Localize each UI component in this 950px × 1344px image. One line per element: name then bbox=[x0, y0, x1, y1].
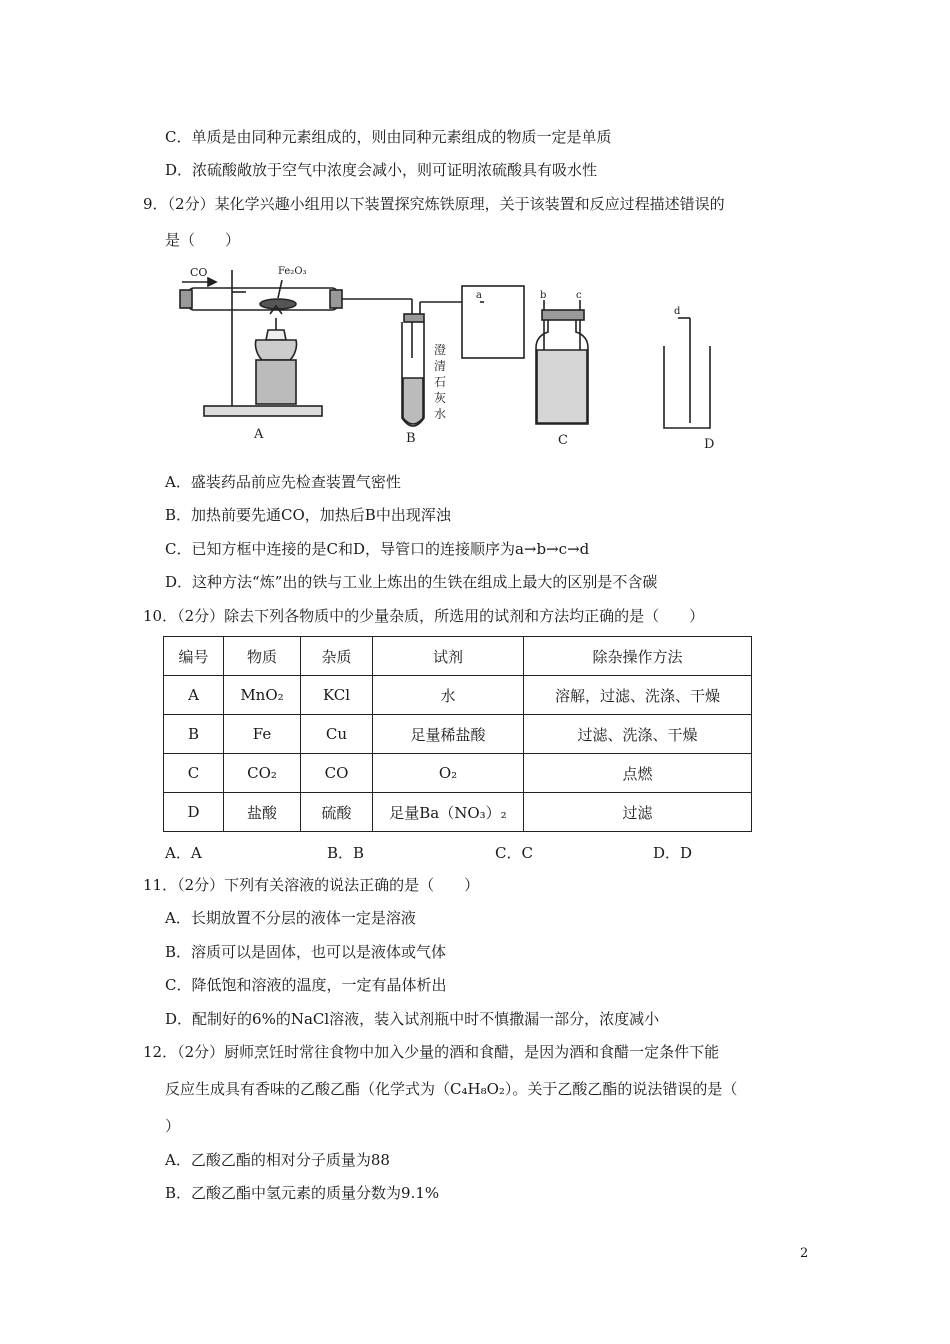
svg-text:清: 清 bbox=[434, 359, 447, 373]
table-cell: 过滤 bbox=[524, 793, 752, 832]
impurity-table bbox=[163, 636, 752, 832]
q10-answer-a: A．A bbox=[165, 844, 202, 862]
q11-option-d: D．配制好的6%的NaCl溶液，装入试剂瓶中时不慎撒漏一部分，浓度减小 bbox=[165, 1010, 660, 1028]
q8-option-c: C．单质是由同种元素组成的，则由同种元素组成的物质一定是单质 bbox=[165, 128, 612, 146]
label-d: d bbox=[674, 306, 681, 317]
label-apparatus-b: B bbox=[406, 431, 416, 446]
table-header-row bbox=[164, 637, 752, 676]
svg-text:澄: 澄 bbox=[434, 343, 447, 357]
label-c: c bbox=[576, 290, 582, 301]
table-cell: A bbox=[164, 676, 224, 715]
table-cell: 水 bbox=[373, 676, 524, 715]
q9-option-b: B．加热前要先通CO，加热后B中出现浑浊 bbox=[165, 506, 451, 524]
q11-option-b: B．溶质可以是固体，也可以是液体或气体 bbox=[165, 943, 447, 961]
q9-stem-cont: 是（ ） bbox=[165, 231, 241, 249]
q10-answer-b: B．B bbox=[327, 844, 365, 862]
table-cell: Cu bbox=[301, 715, 373, 754]
table-cell: Fe bbox=[224, 715, 301, 754]
table-cell: CO bbox=[301, 754, 373, 793]
apparatus-figure bbox=[170, 258, 730, 458]
q11-stem: 11．（2分）下列有关溶液的说法正确的是（ ） bbox=[143, 876, 480, 894]
label-b: b bbox=[540, 290, 547, 301]
q9-option-a: A．盛装药品前应先检查装置气密性 bbox=[165, 473, 401, 491]
table-cell: 过滤、洗涤、干燥 bbox=[524, 715, 752, 754]
q9-option-d: D．这种方法“炼”出的铁与工业上炼出的生铁在组成上最大的区别是不含碳 bbox=[165, 573, 658, 591]
page-number: 2 bbox=[800, 1246, 809, 1261]
label-apparatus-d: D bbox=[704, 437, 715, 452]
table-cell: KCl bbox=[301, 676, 373, 715]
table-cell: 足量Ba（NO₃）₂ bbox=[373, 793, 524, 832]
q12-option-b: B．乙酸乙酯中氢元素的质量分数为9.1% bbox=[165, 1184, 440, 1202]
table-cell: 点燃 bbox=[524, 754, 752, 793]
label-co: CO bbox=[190, 266, 208, 279]
q12-stem-cont: 反应生成具有香味的乙酸乙酯（化学式为（C₄H₈O₂）。关于乙酸乙酯的说法错误的是（ bbox=[165, 1080, 738, 1098]
q8-option-d: D．浓硫酸敞放于空气中浓度会减小，则可证明浓硫酸具有吸水性 bbox=[165, 161, 598, 179]
table-cell: D bbox=[164, 793, 224, 832]
label-apparatus-c: C bbox=[558, 433, 568, 448]
q11-option-c: C．降低饱和溶液的温度，一定有晶体析出 bbox=[165, 976, 447, 994]
table-header: 物质 bbox=[224, 637, 301, 676]
table-header: 杂质 bbox=[301, 637, 373, 676]
q9-stem: 9．（2分）某化学兴趣小组用以下装置探究炼铁原理，关于该装置和反应过程描述错误的 bbox=[143, 195, 725, 213]
svg-text:水: 水 bbox=[434, 407, 447, 421]
table-header: 除杂操作方法 bbox=[524, 637, 752, 676]
table-header: 编号 bbox=[164, 637, 224, 676]
table-cell: 足量稀盐酸 bbox=[373, 715, 524, 754]
label-limewater bbox=[434, 343, 446, 421]
q12-stem: 12．（2分）厨师烹饪时常往食物中加入少量的酒和食醋，是因为酒和食醋一定条件下能 bbox=[143, 1043, 720, 1061]
q12-stem-close: ） bbox=[165, 1117, 181, 1135]
q9-option-c: C．已知方框中连接的是C和D，导管口的连接顺序为a→b→c→d bbox=[165, 540, 590, 558]
table-cell: 硫酸 bbox=[301, 793, 373, 832]
table-cell: CO₂ bbox=[224, 754, 301, 793]
table-row bbox=[164, 715, 752, 754]
table-cell: O₂ bbox=[373, 754, 524, 793]
table-cell: MnO₂ bbox=[224, 676, 301, 715]
table-header: 试剂 bbox=[373, 637, 524, 676]
label-a: a bbox=[476, 290, 482, 301]
q10-answer-c: C．C bbox=[495, 844, 533, 862]
table-row bbox=[164, 793, 752, 832]
table-row bbox=[164, 676, 752, 715]
table-cell: 溶解，过滤、洗涤、干燥 bbox=[524, 676, 752, 715]
svg-text:石: 石 bbox=[434, 375, 447, 389]
table-cell: C bbox=[164, 754, 224, 793]
q11-option-a: A．长期放置不分层的液体一定是溶液 bbox=[165, 909, 416, 927]
q10-stem: 10．（2分）除去下列各物质中的少量杂质，所选用的试剂和方法均正确的是（ ） bbox=[143, 607, 705, 625]
q12-option-a: A．乙酸乙酯的相对分子质量为88 bbox=[165, 1151, 390, 1169]
svg-text:灰: 灰 bbox=[434, 391, 447, 405]
label-fe2o3: Fe₂O₃ bbox=[278, 266, 307, 277]
table-cell: 盐酸 bbox=[224, 793, 301, 832]
table-cell: B bbox=[164, 715, 224, 754]
label-apparatus-a: A bbox=[254, 427, 264, 442]
table-row bbox=[164, 754, 752, 793]
q10-answer-d: D．D bbox=[653, 844, 693, 862]
